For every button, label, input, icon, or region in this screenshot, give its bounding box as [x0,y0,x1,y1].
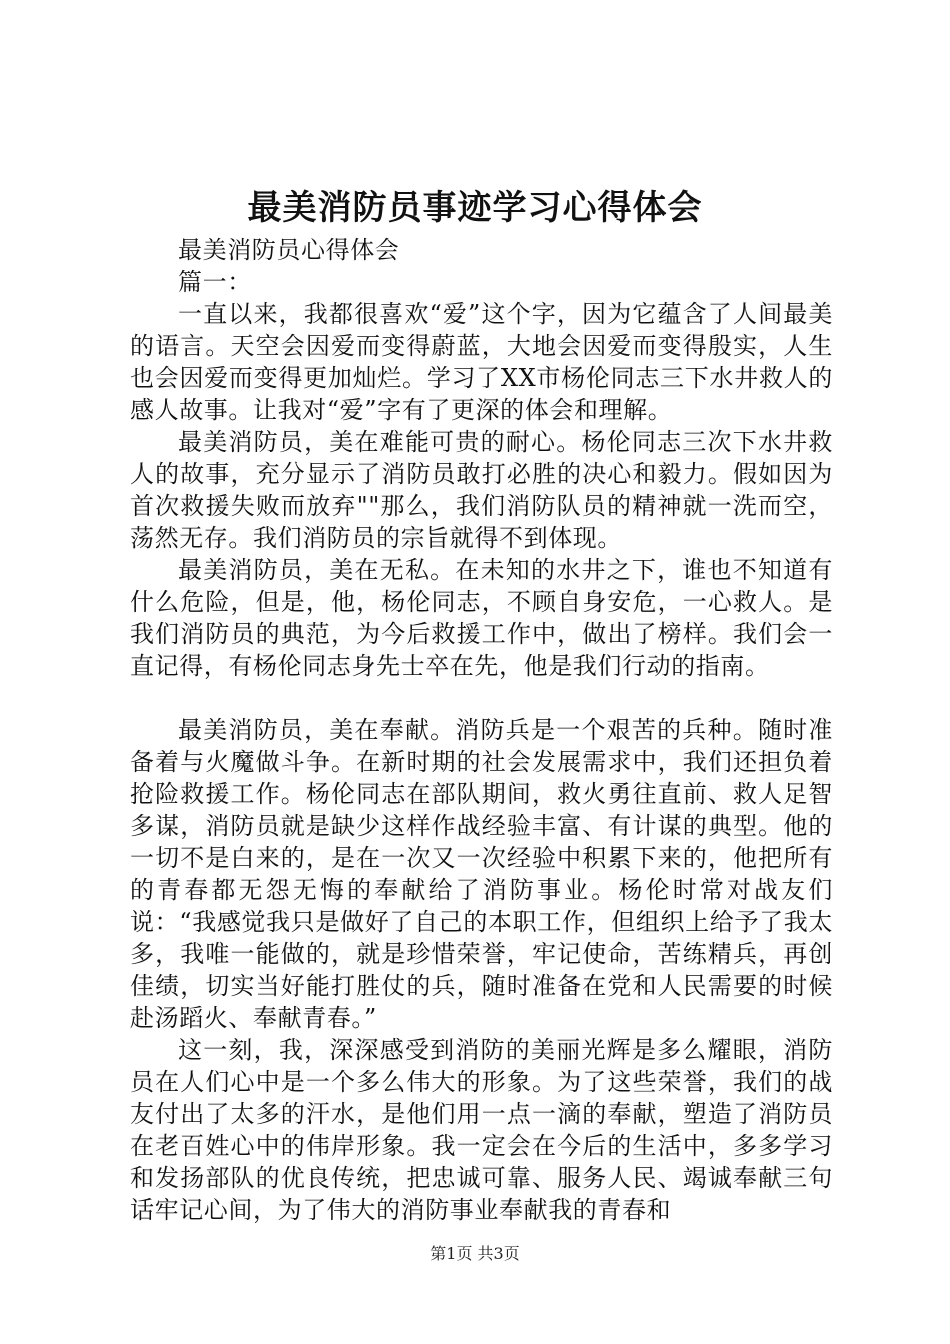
document-title: 最美消防员事迹学习心得体会 [247,188,703,228]
body-paragraph: 最美消防员，美在奉献。消防兵是一个艰苦的兵种。随时准备着与火魔做斗争。在新时期的社会发展需求中，我们还担负着抢险救援工作。杨伦同志在部队期间，救火勇往直前、救人足智多谋，消防员就是缺少这样作战经验丰富、有计谋的典型。他的一切不是白来的，是在一次又一次经验中积累下来的，他把所有的青春都无怨无悔的奉献给了消防事业。杨伦时常对战友们说：“我感觉我只是做好了自己的本职工作，但组织上给予了我太多，我唯一能做的，就是珍惜荣誉，牢记使命，苦练精兵，再创佳绩，切实当好能打胜仗的兵，随时准备在党和人民需要的时候赴汤蹈火、奉献青春。” [130,716,833,1032]
document-body [130,234,833,1226]
body-paragraph: 最美消防员，美在难能可贵的耐心。杨伦同志三次下水井救人的故事，充分显示了消防员敢打必胜的决心和毅力。假如因为首次救援失败而放弃""那么，我们消防队员的精神就一洗而空，荡然无存。我们消防员的宗旨就得不到体现。 [130,428,833,552]
body-paragraph: 这一刻，我，深深感受到消防的美丽光辉是多么耀眼，消防员在人们心中是一个多么伟大的形象。为了这些荣誉，我们的战友付出了太多的汗水，是他们用一点一滴的奉献，塑造了消防员在老百姓心中的伟岸形象。我一定会在今后的生活中，多多学习和发扬部队的优良传统，把忠诚可靠、服务人民、竭诚奉献三句话牢记心间，为了伟大的消防事业奉献我的青春和 [130,1036,833,1224]
subtitle-paragraph: 最美消防员心得体会 [178,236,400,264]
page-number-footer: 第1页 共3页 [430,1244,520,1263]
body-paragraph: 最美消防员，美在无私。在未知的水井之下，谁也不知道有什么危险，但是，他，杨伦同志，不顾自身安危，一心救人。是我们消防员的典范，为今后救援工作中，做出了榜样。我们会一直记得，有杨伦同志身先士卒在先，他是我们行动的指南。 [130,556,833,680]
body-paragraph: 一直以来，我都很喜欢“爱”这个字，因为它蕴含了人间最美的语言。天空会因爱而变得蔚蓝，大地会因爱而变得殷实，人生也会因爱而变得更加灿烂。学习了XX市杨伦同志三下水井救人的感人故事。让我对“爱”字有了更深的体会和理解。 [130,300,833,424]
section-label-paragraph: 篇一： [178,268,252,296]
